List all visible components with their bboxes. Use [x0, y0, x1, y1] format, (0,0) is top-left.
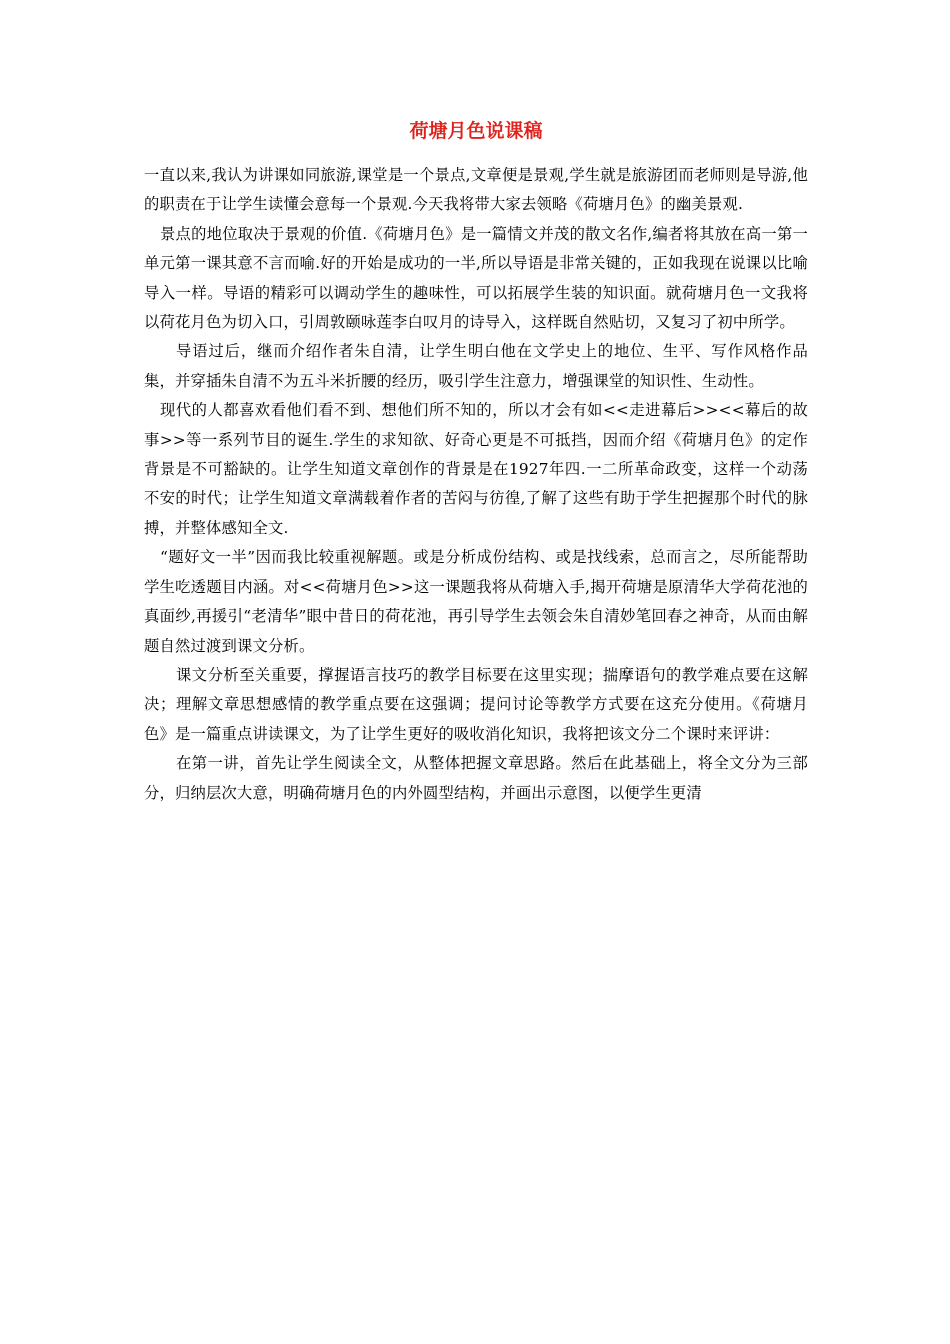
paragraph-background: 现代的人都喜欢看他们看不到、想他们所不知的，所以才会有如<<走进幕后>><<幕后的故事>>等一系列节目的诞生.学生的求知欲、好奇心更是不可抵挡，因而介绍《荷塘月色》的定作背景是不可豁缺的。让学生知道文章创作的背景是在1927年四.一二所革命政变，这样一个动荡不安的时代；让学生知道文章满载着作者的苦闷与彷徨,了解了这些有助于学生把握那个时代的脉搏，并整体感知全文. [144, 401, 808, 537]
paragraph-text-analysis: 课文分析至关重要，撑握语言技巧的教学目标要在这里实现；揣摩语句的教学难点要在这解决；理解文章思想感情的教学重点要在这强调；提问讨论等教学方式要在这充分使用。《荷塘月色》是一篇重点讲读课文，为了让学生更好的吸收消化知识，我将把该文分二个课时来评讲： [144, 665, 808, 743]
paragraph-first-lesson: 在第一讲，首先让学生阅读全文，从整体把握文章思路。然后在此基础上，将全文分为三部分，归纳层次大意，明确荷塘月色的内外圆型结构，并画出示意图，以便学生更清 [144, 754, 808, 802]
paragraph-introduction-value: 景点的地位取决于景观的价值.《荷塘月色》是一篇情文并茂的散文名作,编者将其放在高一第一单元第一课其意不言而喻.好的开始是成功的一半,所以导语是非常关键的，正如我现在说课以比喻导入一样。导语的精彩可以调动学生的趣味性，可以拓展学生装的知识面。就荷塘月色一文我将以荷花月色为切入口，引周敦颐咏莲李白叹月的诗导入，这样既自然贴切，又复习了初中所学。 [144, 224, 808, 332]
document-page [144, 118, 808, 808]
document-title: 荷塘月色说课稿 [409, 120, 543, 142]
paragraph-author: 导语过后，继而介绍作者朱自清，让学生明白他在文学史上的地位、生平、写作风格作品集，并穿插朱自清不为五斗米折腰的经历，吸引学生注意力，增强课堂的知识性、生动性。 [144, 342, 808, 390]
paragraph-intro: 一直以来,我认为讲课如同旅游,课堂是一个景点,文章便是景观,学生就是旅游团而老师则是导游,他的职责在于让学生读懂会意每一个景观.今天我将带大家去领略《荷塘月色》的幽美景观. [144, 166, 808, 214]
paragraph-title-analysis: “题好文一半”因而我比较重视解题。或是分析成份结构、或是找线索，总而言之，尽所能帮助学生吃透题目内涵。对<<荷塘月色>>这一课题我将从荷塘入手,揭开荷塘是原清华大学荷花池的真面纱,再援引“老清华”眼中昔日的荷花池，再引导学生去领会朱自清妙笔回春之神奇，从而由解题自然过渡到课文分析。 [144, 548, 808, 655]
